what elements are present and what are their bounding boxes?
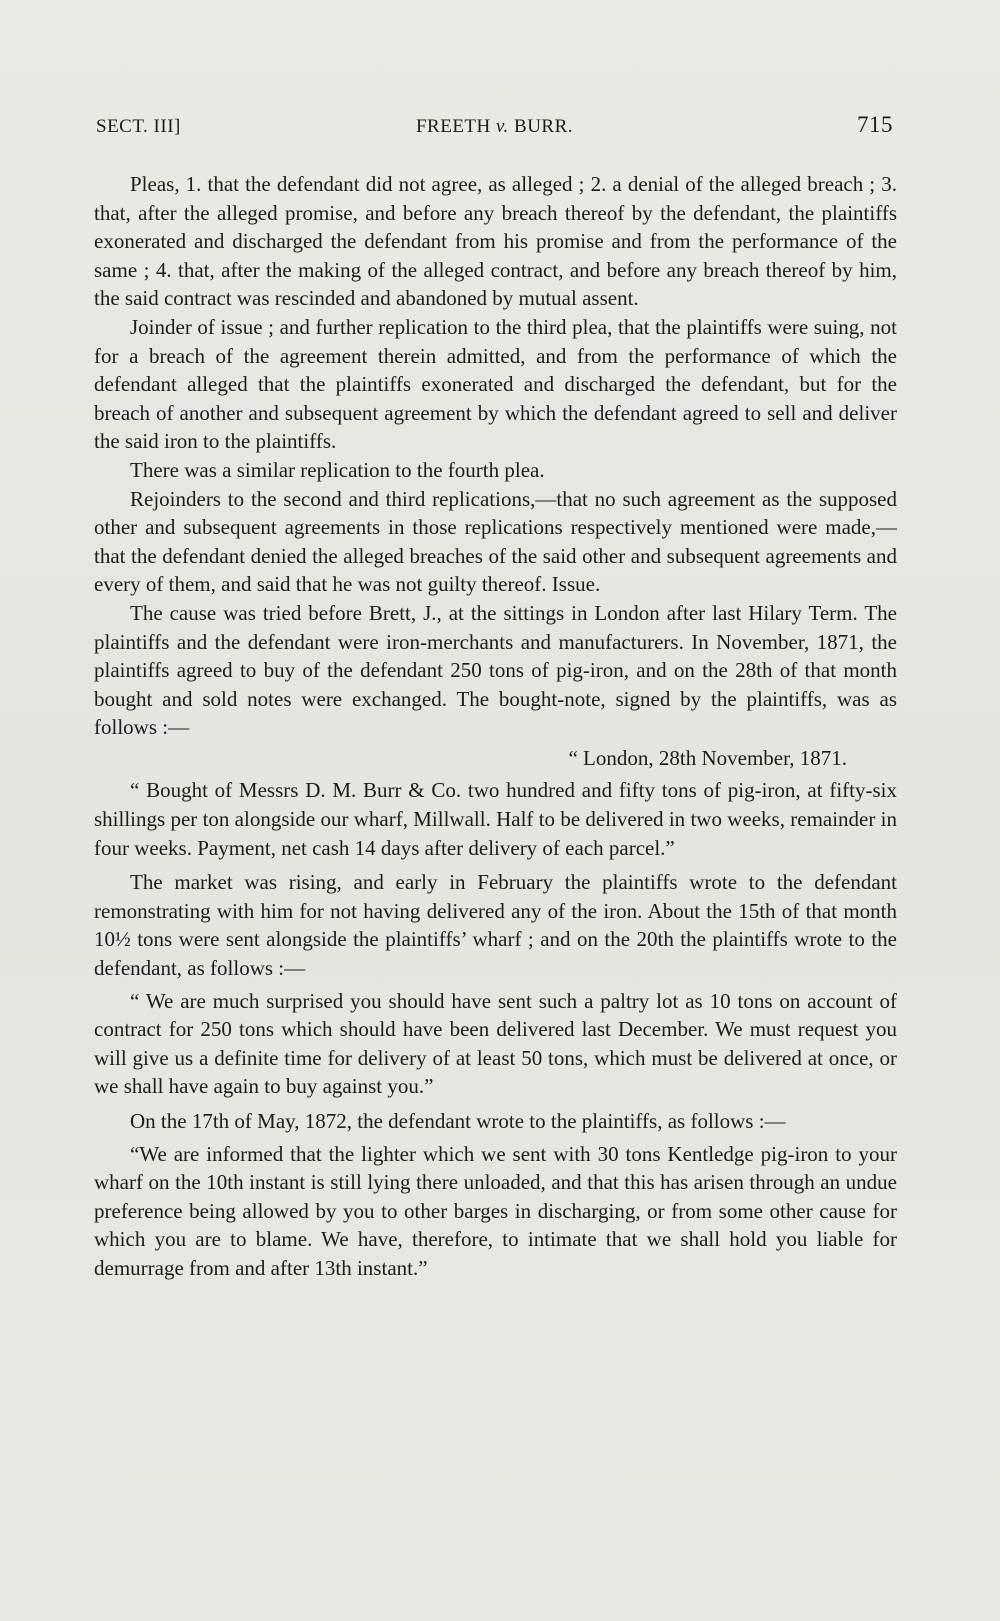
paragraph-cause-tried: The cause was tried before Brett, J., at the sittings in London after last Hilary Term. The plaintiffs and the defendant were iron-merchants and manufacturers. In November, 1871, the plaintiffs agreed to buy of the defendant 250 tons of pig-iron, and on the 28th of that month bought and sold notes were exchanged. The bought-note, signed by the plaintiffs, was as follows :— <box>94 600 897 740</box>
quote-letter-lighter: “We are informed that the lighter which we sent with 30 tons Kentledge pig-iron to your wharf on the 10th instant is still lying there unloaded, and that this has arisen through an undue preference being allowed by you to other barges in discharging, or from some other cause for which you are to blame. We have, therefore, to intimate that we shall hold you liable for demurrage from and after 13th instant.” <box>94 1141 897 1280</box>
paragraph-similar-replication: There was a similar replication to the fourth plea. <box>130 457 545 482</box>
paragraph-pleas: Pleas, 1. that the defendant did not agree, as alleged ; 2. a denial of the alleged breach ; 3. that, after the alleged promise, and before any breach thereof by the defendant, the plaintiffs exonerated and discharged the defendant from his promise and from the performance of the same ; 4. that, after the making of the alleged contract, and before any breach thereof by him, the said contract was rescinded and abandoned by mutual assent. <box>94 172 897 311</box>
paragraph-market-rising: The market was rising, and early in February the plaintiffs wrote to the defendant remonstrating with him for not having delivered any of the iron. About the 15th of that month 10½ tons were sent alongside the plaintiffs’ wharf ; and on the 20th the plaintiffs wrote to the defendant, as follows :— <box>94 870 897 981</box>
quote-dateline: “ London, 28th November, 1871. <box>568 745 847 770</box>
quote-bought-note: “ Bought of Messrs D. M. Burr & Co. two hundred and fifty tons of pig-iron, at fifty-six shillings per ton alongside our wharf, Millwall. Half to be delivered in two weeks, remainder in four weeks. Payment, net cash 14 days after delivery of each parcel.” <box>94 778 897 860</box>
paragraph-may-letter: On the 17th of May, 1872, the defendant wrote to the plaintiffs, as follows :— <box>130 1109 786 1133</box>
paragraph-joinder: Joinder of issue ; and further replication to the third plea, that the plaintiffs were suing, not for a breach of the agreement therein admitted, and from the performance of which the defendant alleged that the plaintiffs exonerated and discharged the defendant, but for the breach of another and subsequent agreement by which the defendant agreed to sell and deliver the said iron to the plaintiffs. <box>94 314 897 454</box>
case-title <box>96 116 893 138</box>
quote-letter-surprised: “ We are much surprised you should have sent such a paltry lot as 10 tons on account of contract for 250 tons which should have been delivered last December. We must request you will give us a definite time for delivery of at least 50 tons, which must be delivered at once, or we shall have again to buy against you.” <box>94 988 897 1099</box>
case-title-versus: v. <box>496 116 509 137</box>
case-title-defendant: BURR. <box>508 116 574 137</box>
paragraph-rejoinders: Rejoinders to the second and third replications,—that no such agreement as the supposed other and subsequent agreements in those replications respectively mentioned were made,—that the defendant denied the alleged breaches of the said other and subsequent agreements and every of them, and said that he was not guilty thereof. Issue. <box>94 486 897 597</box>
body-text <box>94 170 897 1283</box>
case-title-plaintiff: FREETH <box>415 116 496 137</box>
page-number: 715 <box>857 112 893 137</box>
running-header <box>96 112 893 142</box>
section-label: SECT. III] <box>96 116 181 137</box>
